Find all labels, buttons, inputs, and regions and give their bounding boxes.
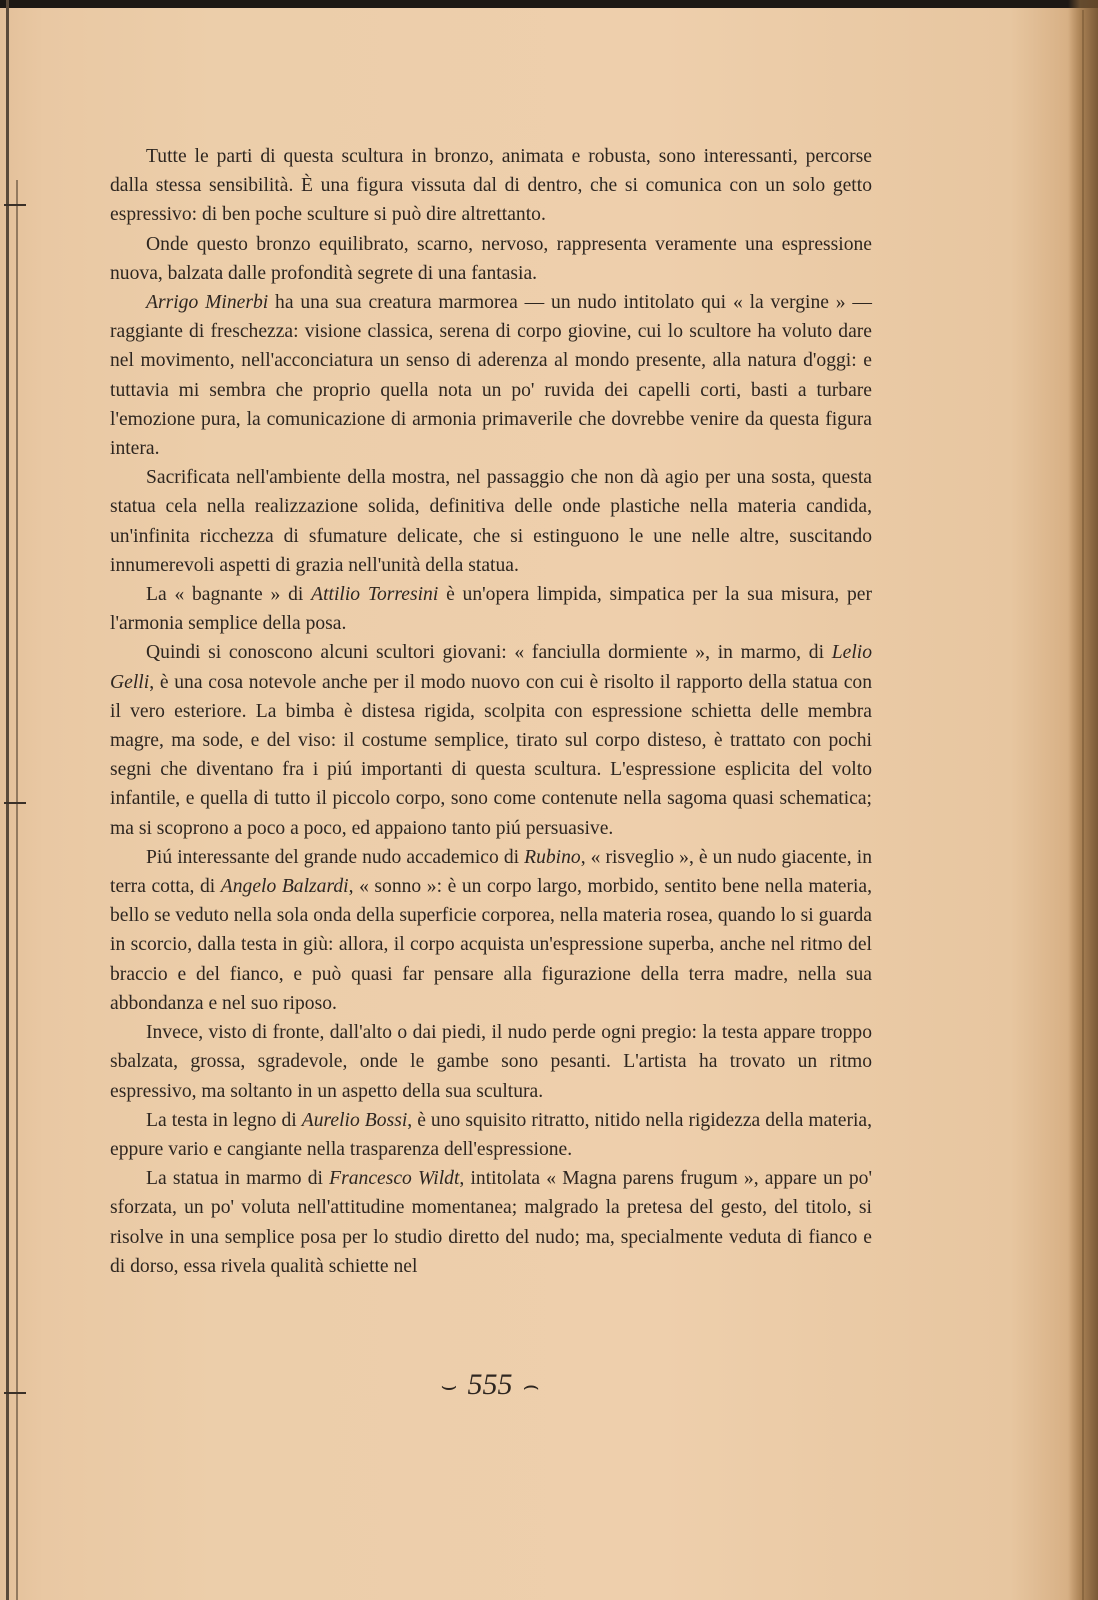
text-run: Tutte le parti di questa scultura in bronzo, animata e robusta, sono interessanti, percorse dalla stessa sensibilità. È una figura vissuta dal di dentro, che si comunica con un solo getto espressivo: di ben poche sculture si può dire altrettanto. (110, 146, 872, 226)
page-number-ornament-right: ⌢ (522, 1371, 540, 1400)
artist-name: Francesco Wildt (329, 1168, 460, 1190)
text-run: ha una sua creatura marmorea — un nudo intitolato qui « la vergine » — raggiante di freschezza: visione classica, serena di corpo giovine, cui lo scultore ha voluto dare nel movimento, nell'acconciatura un senso di aderenza al mondo presente, alla natura d'oggi: e tuttavia mi sembra che proprio quella nota un po' ruvida dei capelli corti, basti a turbare l'emozione pura, la comunicazione di armonia primaverile che dovrebbe venire da questa figura intera. (110, 292, 872, 460)
text-run: La testa in legno di (146, 1109, 302, 1131)
artist-name: Arrigo Minerbi (146, 292, 269, 314)
text-run: La statua in marmo di (146, 1168, 330, 1190)
text-run: , è uno squisito ritratto, nitido nella rigidezza della materia, eppure vario e cangiante nella trasparenza dell'espressione. (110, 1109, 873, 1160)
text-run: è un'opera limpida, simpatica per la sua misura, per l'armonia semplice della posa. (110, 584, 872, 635)
paragraph (110, 1018, 872, 1106)
page-top-edge (0, 0, 1098, 8)
page-number-ornament-left: ⌣ (440, 1371, 458, 1400)
paragraph (110, 230, 872, 288)
text-run: La « bagnante » di (146, 584, 312, 606)
body-text (110, 142, 872, 1281)
edge-mark (4, 204, 26, 206)
text-run: , è una cosa notevole anche per il modo nuovo con cui è risolto il rapporto della statua con il vero esteriore. La bimba è distesa rigida, scolpita con espressione schietta delle membra magre, ma sode, e del viso: il costume semplice, tirato sul corpo disteso, è trattato con pochi segni che diventano fra i piú importanti di questa scultura. L'espressione esplicita del volto infantile, e quella di tutto il piccolo corpo, sono come contenute nella sagoma quasi schematica; ma si scoprono a poco a poco, ed appaiono tanto piú persuasive. (110, 671, 872, 839)
paragraph (110, 580, 872, 638)
artist-name: Angelo Balzardi (220, 876, 349, 898)
text-run: Invece, visto di fronte, dall'alto o dai piedi, il nudo perde ogni pregio: la testa appare troppo sbalzata, grossa, sgradevole, onde le gambe sono pesanti. L'artista ha trovato un ritmo espressivo, ma soltanto in un aspetto della sua scultura. (110, 1022, 872, 1102)
text-run: Onde questo bronzo equilibrato, scarno, nervoso, rappresenta veramente una espressione nuova, balzata dalle profondità segrete di una fantasia. (110, 233, 872, 284)
text-run: Sacrificata nell'ambiente della mostra, nel passaggio che non dà agio per una sosta, questa statua cela nella realizzazione solida, definitiva delle onde plastiche nella materia candida, un'infinita ricchezza di sfumature delicate, che si estinguono le une nelle altre, suscitando innumerevoli aspetti di grazia nell'unità della statua. (110, 467, 872, 576)
page-number (0, 1368, 980, 1402)
artist-name: Attilio Torresini (311, 584, 439, 606)
paragraph (110, 1106, 872, 1164)
paragraph (110, 463, 872, 580)
page-number-value: 555 (467, 1368, 513, 1401)
artist-name: Rubino (524, 846, 581, 868)
paragraph (110, 142, 872, 230)
paragraph (110, 1164, 872, 1281)
text-run: Quindi si conoscono alcuni scultori giovani: « fanciulla dormiente », in marmo, di (146, 642, 832, 664)
paragraph (110, 843, 872, 1018)
text-run: Piú interessante del grande nudo accademico di (146, 846, 525, 868)
text-run: , « sonno »: è un corpo largo, morbido, sentito bene nella materia, bello se veduto nella sola onda della superficie corporea, nella materia rosea, quando lo si guarda in scorcio, dalla testa in giù: allora, il corpo acquista un'espressione superba, anche nel ritmo del braccio e del fianco, e può quasi far pensare alla figurazione della terra madre, nella sua abbondanza e nel suo riposo. (110, 876, 872, 1014)
text-run: , intitolata « Magna parens frugum », appare un po' sforzata, un po' voluta nell'attitudine momentanea; malgrado la pretesa del gesto, del titolo, si risolve in una semplice posa per lo studio diretto del nudo; ma, specialmente veduta di fianco e di dorso, essa rivela qualità schiette nel (110, 1168, 873, 1277)
book-binding-edge (1082, 10, 1084, 1600)
left-page-edge (6, 0, 9, 1600)
artist-name: Aurelio Bossi (301, 1109, 408, 1131)
text-run: , « risveglio », è un nudo giacente, in terra cotta, di (110, 846, 872, 898)
artist-name: Lelio Gelli (110, 642, 872, 693)
paragraph (110, 638, 872, 842)
paragraph (110, 288, 872, 463)
edge-mark (4, 802, 26, 804)
